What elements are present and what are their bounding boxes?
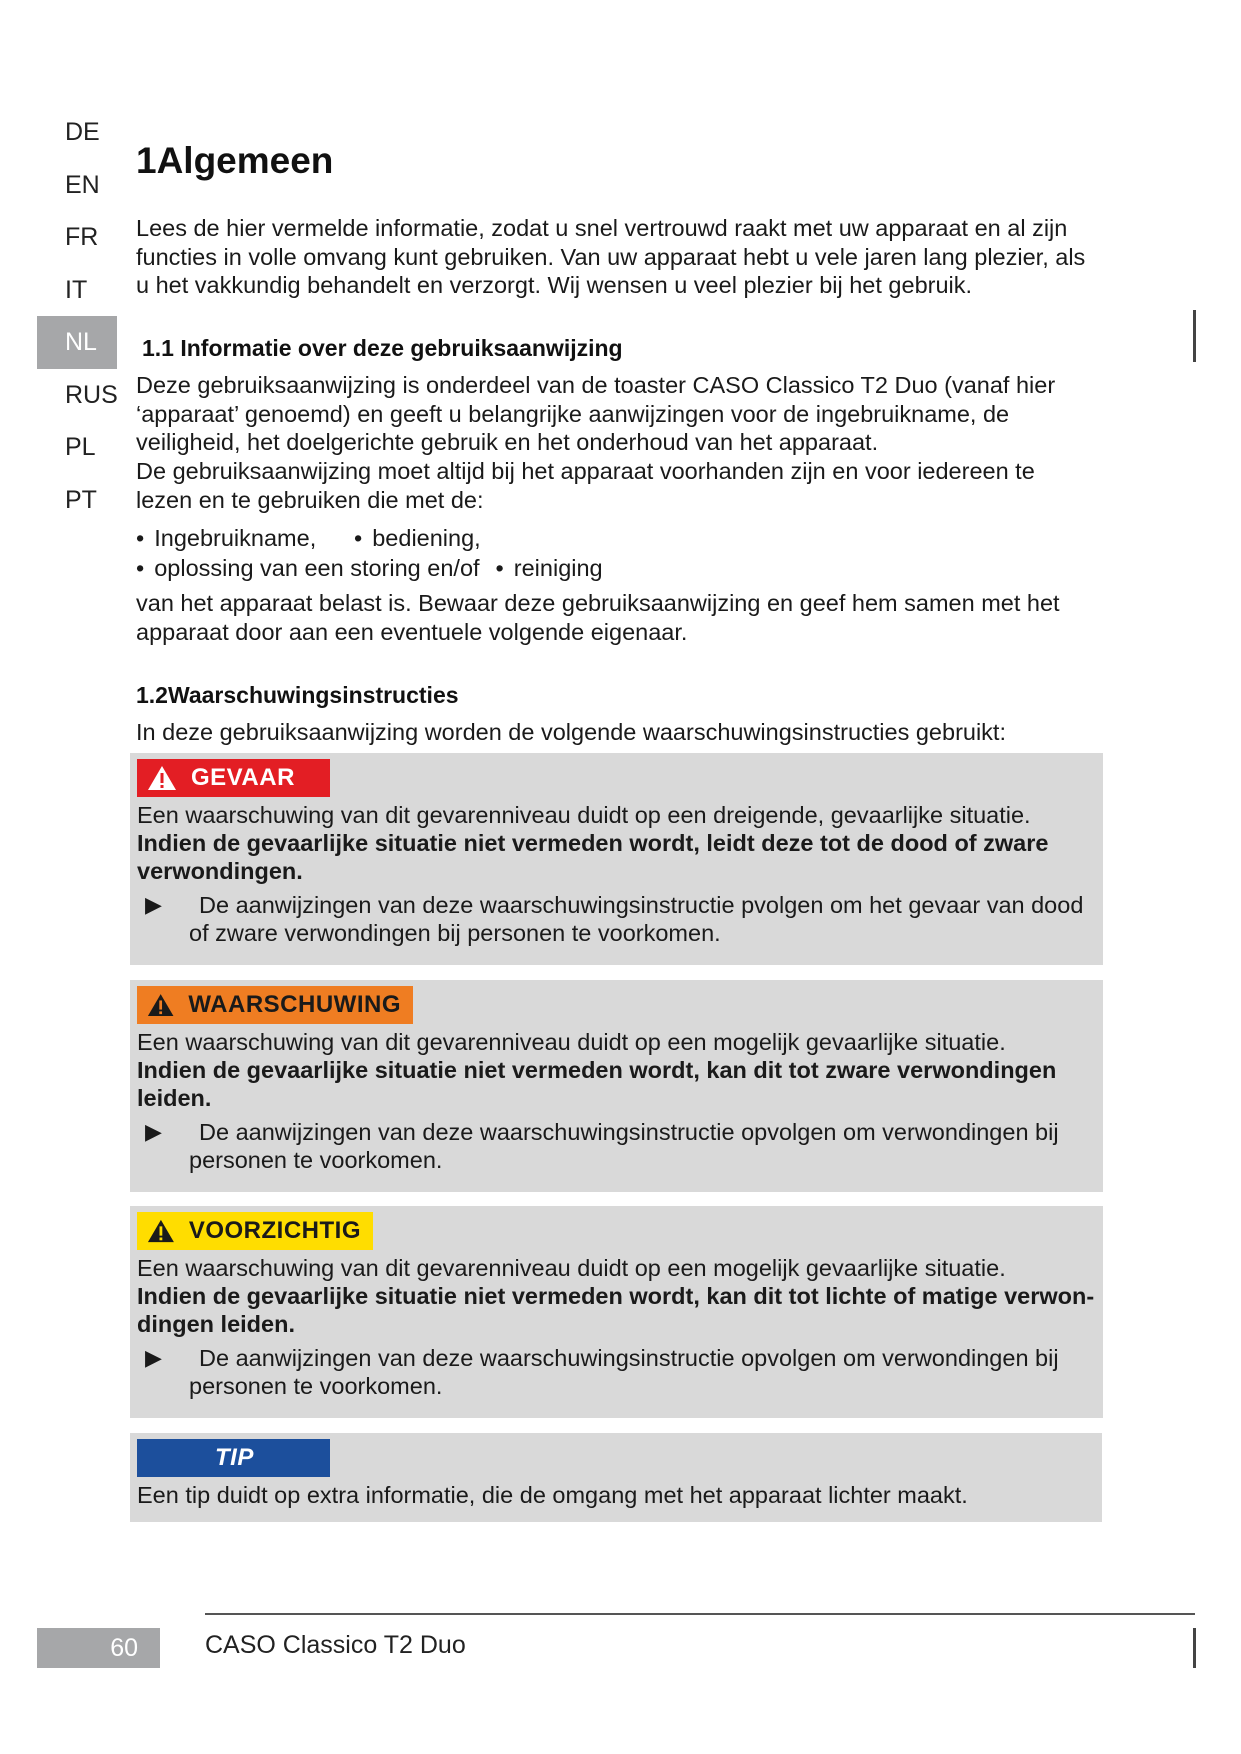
warning-box-caution [130,1206,1103,1418]
caution-consequence: Indien de gevaarlijke situatie niet vermeden wordt, kan dit tot lichte of matige verwon-dingen leiden. [137,1283,1095,1337]
language-nav [37,106,117,526]
section-1-1-paragraph-3: van het apparaat belast is. Bewaar deze gebruiksaanwijzing en geef hem samen met het apparaat door aan een eventuele volgende eigenaar. [136,590,1060,645]
tip-label: TIP [215,1444,254,1471]
intro-paragraph: Lees de hier vermelde informatie, zodat u snel vertrouwd raakt met uw apparaat en al zijn functies in volle omvang kunt gebruiken. Van uw apparaat hebt u vele jaren lang plezier, als u het vakkundig behandelt en verzorgt. Wij wensen u veel plezier bij het gebruik. [136,215,1086,298]
tip-badge [137,1439,330,1477]
play-arrow-icon: ▶ [145,892,162,917]
caution-instruction: ▶ De aanwijzingen van deze waarschuwingsinstructie opvolgen om verwondingen bij personen te voorkomen. [137,1344,1095,1400]
lang-tab-pt[interactable]: PT [65,485,97,514]
lang-tab-it[interactable]: IT [65,275,88,304]
lang-tab-fr[interactable]: FR [65,223,99,251]
margin-marker [1193,310,1196,362]
danger-consequence: Indien de gevaarlijke situatie niet vermeden wordt, leidt deze tot de dood of zware verwondingen. [137,830,1049,884]
danger-badge [137,759,330,797]
lang-tab-de[interactable]: DE [65,118,100,146]
section-1-1-paragraph-2: De gebruiksaanwijzing moet altijd bij het apparaat voorhanden zijn en voor iedereen te lezen en te gebruiken die met de: [136,458,1035,513]
footer-product-name: CASO Classico T2 Duo [205,1631,466,1659]
warning-triangle-icon [147,1218,175,1244]
danger-label: GEVAAR [191,764,295,791]
list-item: • oplossing van een storing en/of [136,555,480,581]
play-arrow-icon: ▶ [145,1345,162,1370]
section-heading-1-1: 1.1 Informatie over deze gebruiksaanwijzing [142,335,623,361]
warning-box-warning [130,980,1103,1192]
page-title: 1Algemeen [136,140,334,181]
lang-tab-nl[interactable]: NL [37,316,117,369]
lang-tab-rus[interactable]: RUS [65,380,118,409]
play-arrow-icon: ▶ [145,1119,162,1144]
footer-margin-marker [1193,1628,1196,1668]
section-1-1-paragraph-1: Deze gebruiksaanwijzing is onderdeel van de toaster CASO Classico T2 Duo (vanaf hier ‘apparaat’ genoemd) en geeft u belangrijke aanwijzingen voor de ingebruikname, de veiligheid, het doelgerichte gebruik en het onderhoud van het apparaat. [136,372,1056,455]
caution-description: Een waarschuwing van dit gevarenniveau duidt op een mogelijk gevaarlijke situatie. [137,1255,1006,1281]
list-item: • reiniging [495,555,603,581]
warning-consequence: Indien de gevaarlijke situatie niet vermeden wordt, kan dit tot zware verwondingen leiden. [137,1057,1057,1111]
warning-description: Een waarschuwing van dit gevarenniveau duidt op een mogelijk gevaarlijke situatie. [137,1029,1006,1055]
usage-bullet-list [136,523,603,583]
caution-badge [137,1212,373,1250]
list-item: • bediening, [354,525,481,551]
warning-instruction: ▶ De aanwijzingen van deze waarschuwingsinstructie opvolgen om verwondingen bij personen te voorkomen. [137,1118,1095,1174]
warning-label: WAARSCHUWING [188,991,401,1018]
danger-description: Een waarschuwing van dit gevarenniveau duidt op een dreigende, gevaarlijke situatie. [137,802,1031,828]
danger-instruction: ▶ De aanwijzingen van deze waarschuwingsinstructie pvolgen om het gevaar van dood of zware verwondingen bij personen te voorkomen. [137,891,1095,947]
list-item: • Ingebruikname, [136,525,317,551]
warning-badge [137,986,413,1024]
tip-description: Een tip duidt op extra informatie, die de omgang met het apparaat lichter maakt. [137,1482,968,1508]
warning-triangle-icon [147,992,174,1018]
warning-box-danger [130,753,1103,965]
lang-tab-en[interactable]: EN [65,170,100,199]
page-number: 60 [37,1628,160,1668]
warning-triangle-icon [147,765,177,791]
footer-divider [205,1613,1195,1615]
section-1-2-intro: In deze gebruiksaanwijzing worden de volgende waarschuwingsinstructies gebruikt: [136,719,1006,745]
section-heading-1-2: 1.2Waarschuwingsinstructies [136,682,459,708]
lang-tab-pl[interactable]: PL [65,433,96,461]
tip-box [130,1433,1102,1522]
caution-label: VOORZICHTIG [188,1217,361,1244]
